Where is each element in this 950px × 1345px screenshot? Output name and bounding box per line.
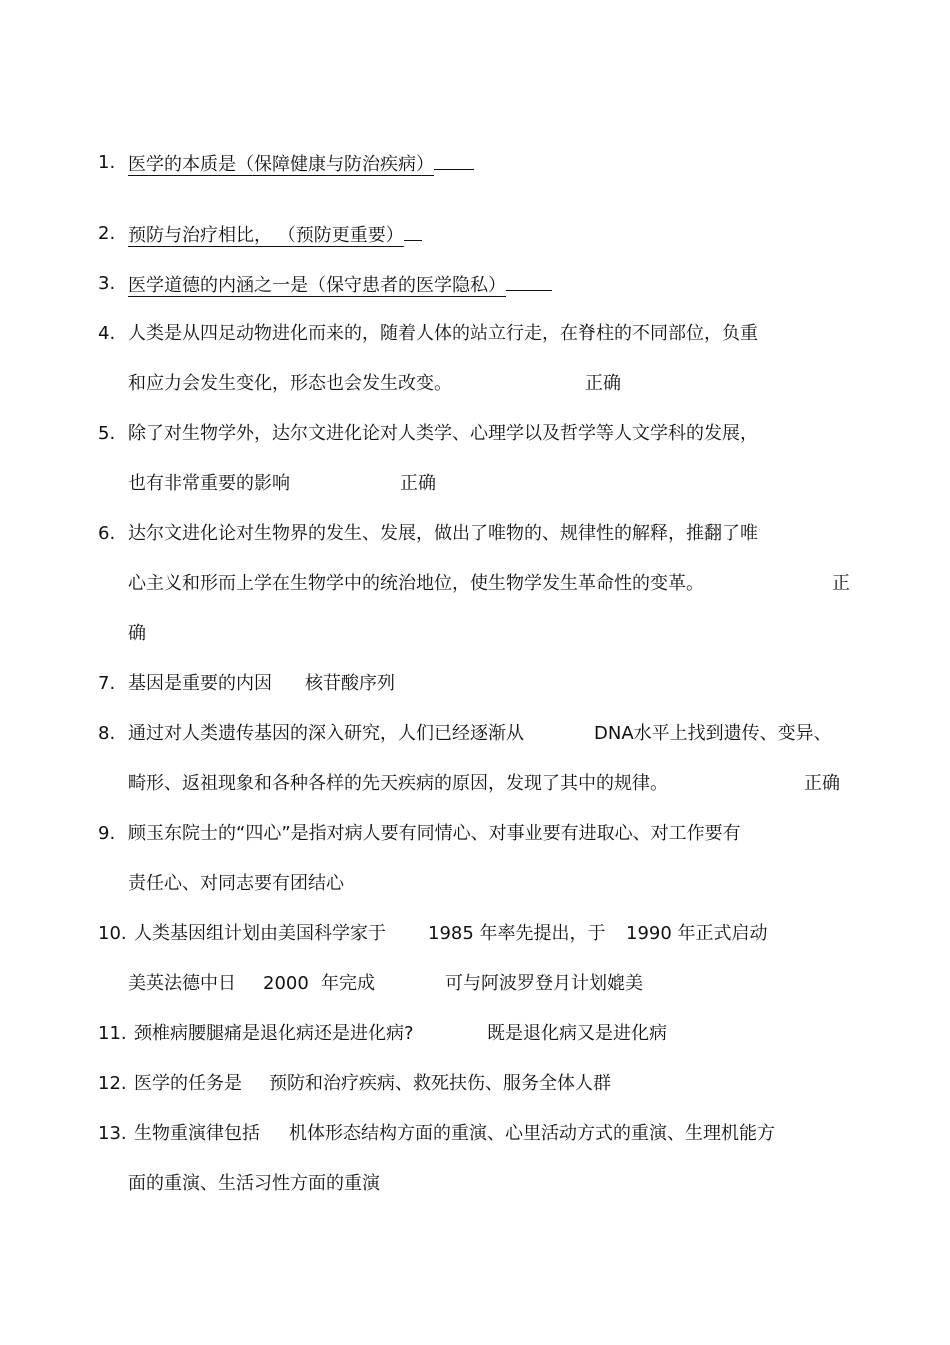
item-text: 通过对人类遗传基因的深入研究，人们已经逐渐从 <box>128 723 524 744</box>
item-number: 12. <box>98 1073 127 1094</box>
answer-text: 确 <box>128 623 146 644</box>
answer-text: 正确 <box>400 473 436 494</box>
item-text: 和应力会发生变化，形态也会发生改变。 <box>128 373 452 394</box>
item-text: 医学的本质是（保障健康与防治疾病） <box>128 151 474 177</box>
item-text: 生物重演律包括 <box>134 1123 260 1144</box>
item-text: 年完成 <box>321 973 375 994</box>
item-number: 6. <box>98 523 116 544</box>
item-text: 2000 <box>263 973 309 994</box>
item-text: 人类是从四足动物进化而来的，随着人体的站立行走，在脊柱的不同部位，负重 <box>128 323 758 344</box>
item-text: 顾玉东院士的“四心”是指对病人要有同情心、对事业要有进取心、对工作要有 <box>128 823 741 844</box>
item-number: 4. <box>98 323 116 344</box>
item-number: 1. <box>98 152 116 173</box>
item-text: 达尔文进化论对生物界的发生、发展，做出了唯物的、规律性的解释，推翻了唯 <box>128 523 758 544</box>
answer-text: 可与阿波罗登月计划媲美 <box>445 973 643 994</box>
item-text: 预防与治疗相比， （预防更重要） <box>128 222 422 248</box>
item-text: 基因是重要的内因 <box>128 673 272 694</box>
item-number: 11. <box>98 1023 127 1044</box>
item-text: 医学的任务是 <box>134 1073 242 1094</box>
item-text: 除了对生物学外，达尔文进化论对人类学、心理学以及哲学等人文学科的发展， <box>128 423 758 444</box>
answer-text: 既是退化病又是进化病 <box>487 1023 667 1044</box>
answer-text: 面的重演、生活习性方面的重演 <box>128 1173 380 1194</box>
item-text: 颈椎病腰腿痛是退化病还是进化病? <box>134 1023 414 1044</box>
item-number: 8. <box>98 723 116 744</box>
item-text: 心主义和形而上学在生物学中的统治地位，使生物学发生革命性的变革。 <box>128 573 704 594</box>
item-number: 9. <box>98 823 116 844</box>
item-text: 医学道德的内涵之一是（保守患者的医学隐私） <box>128 272 552 298</box>
item-text: 美英法德中日 <box>128 973 236 994</box>
item-number: 10. <box>98 923 127 944</box>
answer-text: 预防和治疗疾病、救死扶伤、服务全体人群 <box>269 1073 611 1094</box>
answer-text: 责任心、对同志要有团结心 <box>128 873 344 894</box>
answer-text: 正 <box>832 573 850 594</box>
answer-text: 正确 <box>804 773 840 794</box>
item-text: 也有非常重要的影响 <box>128 473 290 494</box>
answer-text: 正确 <box>585 373 621 394</box>
item-number: 5. <box>98 423 116 444</box>
item-number: 2. <box>98 223 116 244</box>
answer-text: 机体形态结构方面的重演、心里活动方式的重演、生理机能方 <box>289 1123 775 1144</box>
item-text: DNA水平上找到遗传、变异、 <box>594 723 832 744</box>
item-text: 1990 年正式启动 <box>626 923 768 944</box>
item-number: 13. <box>98 1123 127 1144</box>
item-number: 7. <box>98 673 116 694</box>
item-text: 1985 年率先提出，于 <box>428 923 606 944</box>
item-text: 畸形、返祖现象和各种各样的先天疾病的原因，发现了其中的规律。 <box>128 773 668 794</box>
item-number: 3. <box>98 273 116 294</box>
answer-text: 核苷酸序列 <box>305 673 395 694</box>
item-text: 人类基因组计划由美国科学家于 <box>134 923 386 944</box>
